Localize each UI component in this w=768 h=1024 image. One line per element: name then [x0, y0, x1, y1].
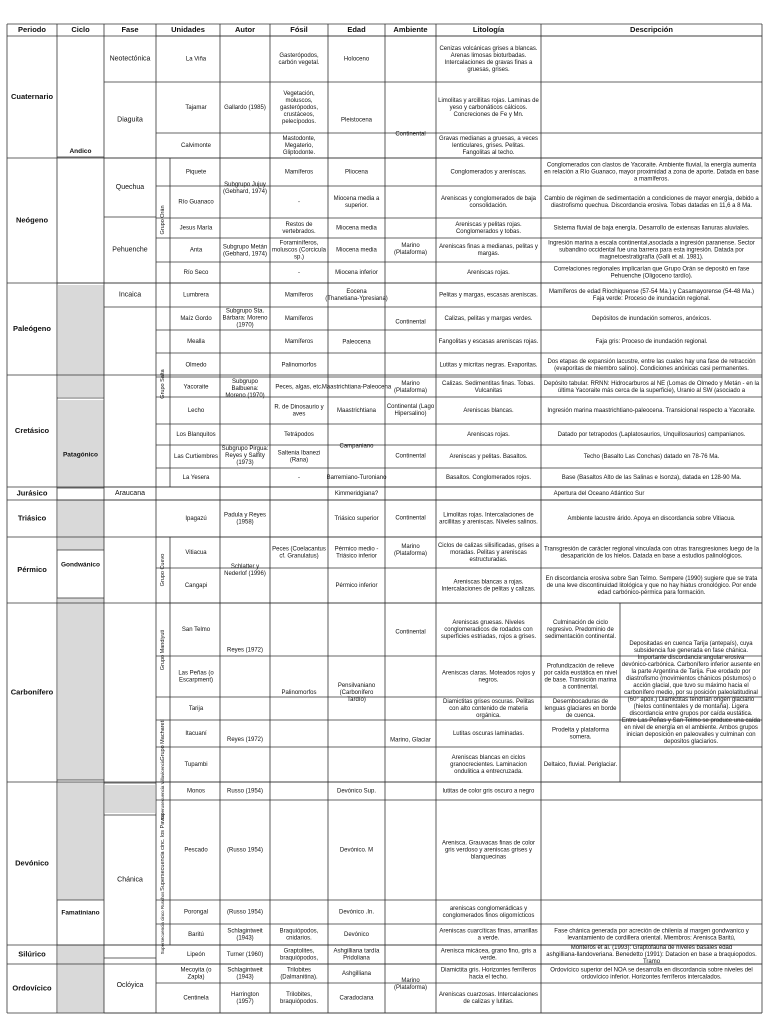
fossil-cell: R. de Dinosaurio y aves: [274, 404, 324, 418]
unit-cell: Las Peñas (o Escarpment): [178, 670, 214, 684]
column-header: Unidades: [171, 24, 205, 34]
age-cell: Kimmeridgiana?: [334, 490, 379, 497]
description-cell: Techo (Basalto Las Conchas) datado en 78-76 Ma.: [583, 453, 720, 460]
age-cell: Pérmico medio -Triásico inferior: [334, 546, 379, 560]
age-cell: Devónico. M: [339, 847, 374, 854]
author-cell: Subgrupo Jujuy (Gebhard, 1974): [222, 181, 268, 195]
description-cell: Dos etapas de expansión lacustre, entre las cuales hay una fase de retracción (evaporitas de miembro salino). Condiciones anóxicas casi permanentes.: [547, 358, 756, 372]
age-cell: Maastrichtiana: [336, 407, 377, 414]
author-cell: (Russo 1954): [226, 847, 264, 854]
fossil-cell: Tetrápodos: [284, 431, 314, 438]
group-label: Grupo Macharetí: [160, 719, 166, 761]
description-cell: Mamíferos de edad Riochiquense (57-54 Ma.) y Casamayorense (54-48 Ma.) Faja verde: Proceso de inundación regional.: [548, 288, 755, 302]
description-cell: Faja gris: Proceso de inundación regional.: [595, 338, 708, 345]
author-cell: Reyes (1972): [226, 736, 264, 743]
environment-cell: Continental: [395, 515, 426, 522]
lithology-cell: Gravas medianas a gruesas, a veces lenticulares, grises. Pelitas. Fangolitas al techo.: [438, 135, 539, 156]
group-label: Superusecuencia Villavicencio: [160, 759, 165, 821]
age-cell: Triásico superior: [334, 515, 379, 522]
age-cell: Campaniano: [339, 443, 374, 450]
age-cell: Ashgilliana: [341, 970, 372, 977]
description-cell: Transgresión de carácter regional vinculada con otras transgresiones luego de la desaparición de los hielos. Datada en base a estudios palinológicos.: [544, 546, 759, 560]
lithology-cell: lutitas de color gris oscuro a negro: [442, 788, 535, 795]
lithology-cell: Areniscas claras. Moteados rojos y negros.: [441, 670, 536, 684]
lithology-cell: Diamictitas grises oscuras. Pelitas con alto contenido de materia orgánica.: [442, 698, 535, 719]
lithology-cell: Areniscas blancas a rojas. Intercalaciones de pelitas y calizas.: [441, 579, 536, 593]
age-cell: Pensilvaniano (Carbonífero Tardío): [337, 682, 376, 703]
column-header: Fase: [121, 24, 139, 34]
period-label: Cretásico: [14, 425, 50, 435]
description-cell: Culminación de ciclo regresivo. Predominio de sedimentación continental.: [544, 619, 617, 640]
age-cell: Miocena media: [336, 247, 377, 254]
unit-cell: Olmedo: [185, 362, 207, 369]
environment-cell: Marino, Glaciar: [390, 737, 431, 744]
unit-cell: Anta: [189, 247, 203, 254]
description-cell: Ordovícico superior del NOA se desarrolla en discordancia sobre niveles del ordovícico inferior. Horizontes ferríferos intercalados.: [550, 967, 753, 981]
unit-cell: Piquete: [185, 169, 207, 176]
fossil-cell: Trilobites (Dalmanitina).: [280, 967, 318, 981]
description-cell: Ambiente lacustre árido. Apoya en discordancia sobre Vitiacua.: [567, 515, 736, 522]
column-header: Edad: [347, 24, 366, 34]
description-cell: Base (Basaltos Alto de las Salinas e Isonza), datada en 128-90 Ma.: [561, 474, 742, 481]
description-cell: Depósitos de inundación someros, anóxicos.: [591, 315, 712, 322]
period-label: Pérmico: [17, 564, 47, 574]
lithology-cell: Pelitas y margas, escasas areniscas.: [439, 292, 538, 299]
author-cell: Subgrupo Sta. Bárbara: Moreno (1970): [222, 308, 268, 329]
description-cell: Deltaico, fluvial. Periglaciar.: [543, 761, 618, 768]
fossil-cell: Mamíferos: [284, 338, 314, 345]
author-cell: Schlatter y Nederlof (1996): [224, 563, 266, 577]
phase-label: Chánica: [117, 876, 143, 884]
description-cell: Fase chánica generada por acreción de chilenia al margen gondwanico y levantamiento de cordillera oriental. Miembros: Arenisca Baritú,: [554, 928, 749, 942]
unit-cell: Lipeón: [186, 951, 206, 958]
unit-cell: Mealla: [187, 338, 205, 345]
lithology-cell: areniscas conglomerádicas y conglomerados finos oligomícticos: [442, 905, 535, 919]
lithology-cell: Limolitas rojas. Intercalaciones de arcillitas y areniscas. Niveles salinos.: [439, 512, 538, 526]
unit-cell: Cangapi: [184, 582, 208, 589]
description-cell: Ingresión marina maastrichtiano-paleocena. Transicional respecto a Yacoraite.: [547, 407, 756, 414]
period-label: Jurásico: [16, 488, 48, 498]
description-cell: Ingresión marina a escala continental,asociada a ingresión paranense. Sector subandino occidental fue una barrera para esta ingresión. Datada por magnetoestratigrafía (Galli et al. 1981).: [548, 240, 755, 261]
unit-cell: Vitiacua: [185, 549, 207, 556]
environment-cell: Marino (Plataforma): [393, 543, 428, 557]
age-cell: Ashgilliana tardía Pridoliana: [333, 948, 380, 962]
group-label: Grupo Cuevo: [160, 553, 166, 587]
fossil-cell: Mastodonte, Megaterio, Gliptodonte.: [282, 135, 316, 156]
phase-label: Oclóyica: [116, 982, 144, 990]
lithology-cell: Lutitas y micritas negras. Evaporitas.: [439, 362, 538, 369]
author-cell: Subgrupo Pirgua: Reyes y Salfity (1973): [221, 445, 269, 466]
period-label: Ordovícico: [12, 983, 52, 993]
unit-cell: Ipagazú: [185, 515, 207, 522]
unit-cell: Los Blanquitos: [176, 431, 216, 438]
fossil-cell: Mamíferos: [284, 315, 314, 322]
lithology-cell: Cenizas volcánicas grises a blancas. Arenas limosas bioturbadas. Intercalaciones de gravas finas a gruesas, grises.: [439, 45, 538, 73]
environment-cell: Continental: [395, 131, 426, 138]
lithology-cell: Areniscas finas a medianas, pelitas y margas.: [439, 243, 538, 257]
cycle-label: Patagónico: [62, 451, 99, 459]
group-label: Grupo Mandiyuti: [160, 629, 166, 671]
lithology-cell: Areniscas cuarcíticas finas, amarillas a verde.: [439, 928, 538, 942]
age-cell: Miocena media: [336, 225, 377, 232]
description-cell: En discordancia erosiva sobre San Telmo. Sempere (1990) sugiere que se trata de una leve discontinuidad litológica y que no hay hiatus cronológico. Por ende edad carbónico-pérmica para formación.: [545, 575, 758, 596]
group-label: Grupo Orán: [160, 205, 166, 235]
unit-cell: La Viña: [185, 56, 207, 63]
lithology-cell: Limolitas y arcillitas rojas. Laminas de yeso y carbonáticos cálcicos. Concreciones de Fe y Mn.: [438, 97, 539, 118]
description-cell: Monteros et al. (1993): Graptofauna de niveles basales edad ashgilliana-llandoveriana. Benedetto (1991): Datacion en base a braquiopodos. Tramo: [546, 944, 757, 965]
unit-cell: Tarija: [188, 705, 204, 712]
unit-cell: Yacoraite: [183, 384, 209, 391]
period-label: Neógeno: [15, 215, 49, 225]
fossil-cell: Peces, algas, etc.: [275, 384, 323, 391]
unit-cell: Itacuaní: [185, 730, 207, 737]
lithology-cell: Areniscas cuarzosas. Intercalaciones de calizas y lutitas.: [438, 991, 539, 1005]
lithology-cell: Areniscas blancas en ciclos granocrecientes. Laminacion ondulitica a entrecruzada.: [450, 754, 527, 775]
fossil-cell: Mamíferos: [284, 169, 314, 176]
unit-cell: Río Guanaco: [178, 199, 214, 206]
fossil-cell: Palinomorfos: [281, 689, 317, 696]
lithology-cell: Ciclos de calizas silisificadas, grises a moradas. Pelitas y areniscas estructuradas.: [437, 542, 540, 563]
description-cell: Profundización de relieve por caída eustática en nivel de base. Transición marina a continental.: [543, 663, 618, 691]
lithology-cell: Arenisca micácea, grano fino, gris a verde.: [440, 948, 537, 962]
lithology-cell: Arenisca. Grauvacas finas de color gris verdoso y areniscas grises y blanquecinas: [441, 840, 536, 861]
period-label: Carbonífero: [10, 687, 54, 697]
column-header: Litología: [472, 24, 505, 34]
fossil-cell: Braquiópodos, cnidarios.: [279, 928, 319, 942]
unit-cell: Río Seco: [183, 269, 209, 276]
age-cell: Miocena media a superior.: [333, 195, 380, 209]
lithology-cell: Lutitas oscuras laminadas.: [452, 730, 525, 737]
period-label: Cuaternario: [10, 91, 54, 101]
description-cell: Correlaciones regionales implicarían que Grupo Orán se depositó en fase Pehuenche (Oligoceno tardío).: [553, 266, 750, 280]
fossil-cell: Foraminíferos, moluscos (Corcicula sp.): [271, 240, 327, 261]
fossil-cell: Peces (Coelacantus cf. Granulatus): [272, 546, 326, 560]
lithology-cell: Calizas, pelitas y margas verdes.: [444, 315, 533, 322]
fossil-cell: -: [298, 474, 300, 481]
author-cell: Subgrupo Metán (Gebhard, 1974): [222, 244, 268, 258]
group-label: Supersecuencia cinc. los Pavos: [160, 813, 166, 891]
unit-cell: Calvimonte: [180, 142, 212, 149]
unit-cell: Mecoyita (o Zapla): [180, 967, 212, 981]
fossil-cell: Palinomorfos: [281, 362, 317, 369]
environment-cell: Continental: [395, 453, 426, 460]
column-header: Autor: [235, 24, 255, 34]
author-cell: Padula y Reyes (1958): [223, 512, 267, 526]
author-cell: Schlagintweit (1943): [227, 928, 263, 942]
age-cell: Eocena (Thanetiana-Ypresiana): [325, 288, 388, 302]
author-cell: (Russo 1954): [226, 909, 264, 916]
column-header: Fósil: [290, 24, 308, 34]
fossil-cell: Vegetación, moluscos, gasterópodos, crustáceos, pelecípodos.: [279, 90, 319, 125]
environment-cell: Continental: [395, 319, 426, 326]
group-label: Supersecuencia cinco Ruschos: [160, 891, 165, 955]
description-cell: Apertura del Oceano Atlántico Sur: [553, 490, 645, 497]
phase-label: Neotectónica: [109, 55, 151, 63]
lithology-cell: Areniscas gruesas. Niveles conglomeradicos de rodados con superficies estriadas, rojos a grises.: [440, 619, 537, 640]
age-cell: Pleistocena: [340, 117, 373, 124]
period-label: Devónico: [15, 858, 49, 868]
environment-cell: Marino (Plataforma): [393, 242, 428, 256]
fossil-cell: Graptolites, braquiópodos,: [279, 948, 319, 962]
unit-cell: Porongal: [183, 909, 209, 916]
column-header: Ciclo: [71, 24, 90, 34]
lithology-cell: Conglomerados y areniscas.: [450, 169, 527, 176]
lithology-cell: Diamictita gris. Horizontes ferríferos hacia el techo.: [440, 967, 537, 981]
lithology-cell: Areniscas rojas.: [467, 269, 510, 276]
author-cell: Harrington (1957): [230, 991, 260, 1005]
author-cell: Russo (1954): [226, 788, 264, 795]
lithology-cell: Calizas. Sedimentitas finas. Tobas. Vulcanitas: [442, 380, 535, 394]
unit-cell: Maíz Gordo: [180, 315, 212, 322]
description-cell: Datado por tetrapodos (Laplatosaurios, Unquillosaurios) campanianos.: [557, 431, 746, 438]
phase-label: Diaguita: [117, 116, 143, 124]
fossil-cell: -: [298, 269, 300, 276]
phase-label: Quechua: [115, 184, 145, 192]
lithology-cell: Areniscas y pelitas rojas. Conglomerados y tobas.: [455, 221, 522, 235]
author-cell: Schlagintweit (1943): [227, 967, 263, 981]
period-label: Silúrico: [18, 949, 46, 959]
age-cell: Caradociana: [339, 995, 374, 1002]
period-label: Triásico: [17, 513, 47, 523]
lithology-cell: Areniscas blancas.: [463, 407, 514, 414]
column-header: Periodo: [18, 24, 46, 34]
fossil-cell: Mamíferos: [284, 292, 314, 299]
age-cell: Pliocena: [344, 169, 369, 176]
environment-cell: Continental: [395, 629, 426, 636]
unit-cell: Jesus María: [179, 225, 213, 232]
lithology-cell: Basaltos. Conglomerados rojos.: [445, 474, 532, 481]
fossil-cell: Trilobites, braquiópodos.: [279, 991, 319, 1005]
unit-cell: Tupambi: [184, 761, 208, 768]
lithology-cell: Areniscas y pelitas. Basaltos.: [449, 453, 528, 460]
age-cell: Devónico .In.: [338, 909, 375, 916]
unit-cell: Pescado: [184, 847, 208, 854]
fossil-cell: -: [298, 199, 300, 206]
cycle-label: Famatiniano: [61, 909, 100, 917]
fossil-cell: Restos de vertebrados.: [282, 221, 316, 235]
author-cell: Subgrupo Balbuena: Moreno (1970): [225, 378, 265, 399]
age-cell: Devónico Sup.: [336, 788, 377, 795]
description-cell: Sistema fluvial de baja energía. Desarrollo de extensas llanuras aluviales.: [553, 225, 750, 232]
unit-cell: Lecho: [187, 407, 205, 414]
unit-cell: Centinela: [183, 995, 209, 1002]
description-cell: Desembocaduras de lenguas glaciares en borde de cuenca.: [544, 698, 617, 719]
phase-label: Pehuenche: [112, 246, 148, 254]
column-header: Descripción: [630, 24, 673, 34]
column-header: Ambiente: [393, 24, 428, 34]
unit-cell: Las Curtiembres: [173, 453, 219, 460]
phase-label: Araucana: [115, 490, 145, 498]
age-cell: Holoceno: [343, 56, 370, 63]
unit-cell: La Yesera: [182, 474, 210, 481]
cycle-label: Andico: [69, 148, 92, 155]
age-cell: Barremiano-Turoniano: [326, 474, 387, 481]
period-label: Paleógeno: [13, 323, 51, 333]
description-cell: Prodelta y plataforma somera.: [551, 727, 610, 741]
author-cell: Turner (1960): [226, 951, 264, 958]
age-cell: Pérmico inferior: [335, 582, 378, 589]
unit-cell: Monos: [186, 788, 206, 795]
description-cell: Conglomerados con clastos de Yacoraite. Ambiente fluvial, la energía aumenta en relación a Río Guanaco, mayor proximidad a zona de aporte. Datada en base a mamíferos.: [544, 162, 759, 183]
lithology-cell: Areniscas y conglomerados de baja consolidación.: [440, 195, 537, 209]
lithology-cell: Areniscas rojas.: [467, 431, 510, 438]
description-cell: Depositadas en cuenca Tarija (antepaís), cuya subsidencia fue generada en fase chánica. Importante discordancia angular erosiva devónico-carbónica. Carbonífero inferior ausente en la parte Argentina de Tarija. Fue erodado por diastrofismo (movimientos chánicos póstumos) o acción glacial, que tuvo su máximo hacia el carbonífero medio, por su posición paleolatitudinal (60° apox.) Diamictitas tendrían origen glaciario (hielos continentales y de montaña). Ligera discordancia entre grupos por caída eustática. Entre Las Peñas y San Telmo se produce una caída en nivel de energía en el ambiente. Ambos grupos inician deposición en paleovalles y culminan con depositos glaciarios.: [621, 640, 761, 745]
author-cell: Gallardo (1985): [224, 104, 266, 111]
age-cell: Paleocena: [342, 339, 371, 346]
cycle-label: Gondwánico: [61, 561, 100, 569]
age-cell: Maastrichtiana-Paleocena: [321, 384, 392, 391]
phase-label: Incaica: [118, 291, 142, 299]
description-cell: Depósito tabular. RRNN: Hidrocarburos al NE (Lomas de Olmedo y Metán - en la última Yacoraite más cerca de la superficie), Uranio al SW (asociado a: [543, 380, 760, 394]
unit-cell: San Telmo: [181, 626, 211, 633]
unit-cell: Baritú: [188, 931, 204, 938]
age-cell: Devónico: [343, 931, 370, 938]
environment-cell: Marino (Plataforma): [393, 977, 428, 991]
fossil-cell: Gasterópodos, carbón vegetal.: [278, 52, 320, 66]
unit-cell: Tajamar: [185, 104, 207, 111]
author-cell: Reyes (1972): [226, 647, 264, 654]
environment-cell: Continental (Lago Hipersalino): [386, 403, 435, 417]
lithology-cell: Fangolitas y escasas areniscas rojas.: [438, 338, 539, 345]
environment-cell: Marino (Plataforma): [393, 380, 428, 394]
group-label: Grupo Salta: [160, 369, 166, 399]
description-cell: Cambio de régimen de sedimentación a condiciones de mayor energía, debido a diastrofismo quechua. Discordancia erosiva. Tobas datadas en 11,6 a 8 Ma.: [544, 195, 759, 209]
fossil-cell: Saltenia Ibanezi (Rana): [277, 450, 321, 464]
unit-cell: Lumbrera: [183, 292, 209, 299]
age-cell: Miocena inferior: [335, 269, 378, 276]
